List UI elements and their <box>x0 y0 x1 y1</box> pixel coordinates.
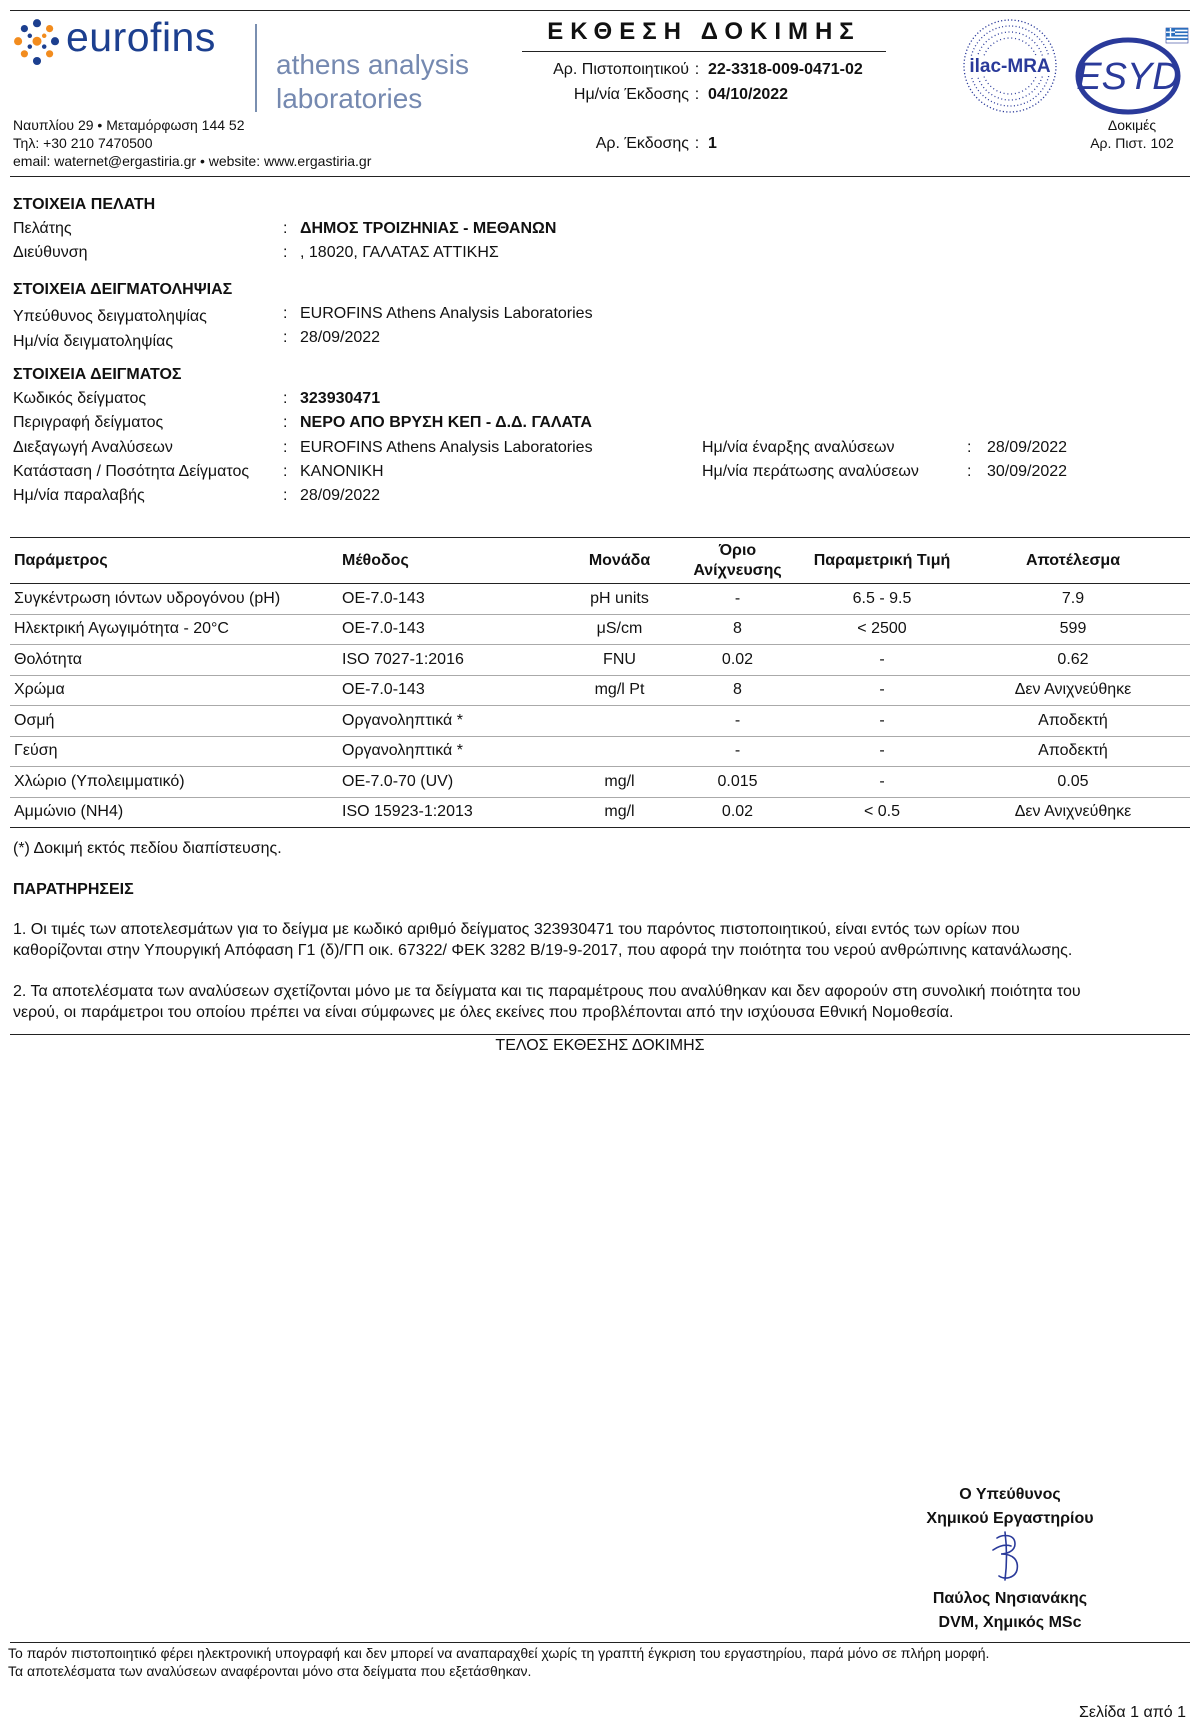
cell-result: Δεν Ανιχνεύθηκε <box>956 675 1190 706</box>
cell-unit <box>572 706 667 737</box>
cell-method: ISO 15923-1:2013 <box>340 797 572 828</box>
issue-no-label: Αρ. Έκδοσης <box>595 135 689 152</box>
cert-colon: : <box>694 61 700 78</box>
client-address-value: , 18020, ΓΑΛΑΤΑΣ ΑΤΤΙΚΗΣ <box>300 244 499 261</box>
cell-method: ISO 7027-1:2016 <box>340 645 572 676</box>
issue-date-label: Ημ/νία Έκδοσης <box>573 86 689 103</box>
eurofins-dots-logo <box>10 16 64 70</box>
cell-result: 0.05 <box>956 767 1190 798</box>
report-title: ΕΚΘΕΣΗ ΔΟΚΙΜΗΣ <box>547 18 861 45</box>
greek-flag-icon <box>1166 28 1188 43</box>
ilac-mra-logo <box>960 16 1060 116</box>
cell-parametric-value: - <box>808 736 956 767</box>
observation-2-line1: 2. Τα αποτελέσματα των αναλύσεων σχετίζονται μόνο με τα δείγματα και τις παραμέτρους που αναλύθηκαν και δεν αφορούν στη συνολική ποιότητα του <box>13 983 1081 1000</box>
sample-condition-value: ΚΑΝΟΝΙΚΗ <box>300 463 384 480</box>
sample-analysis-value: EUROFINS Athens Analysis Laboratories <box>300 439 593 456</box>
cell-method: Οργανοληπτικά * <box>340 736 572 767</box>
signatory-block <box>900 1483 1120 1531</box>
sample-analysis-label: Διεξαγωγή Αναλύσεων <box>13 439 173 456</box>
cell-parametric-value: - <box>808 706 956 737</box>
cell-detection-limit: 0.02 <box>667 645 808 676</box>
cert-value: 22-3318-009-0471-02 <box>708 61 863 78</box>
client-address-label: Διεύθυνση <box>13 244 88 261</box>
accreditation-line1: Δοκιμές <box>1107 117 1157 133</box>
cell-parametric-value: - <box>808 645 956 676</box>
issue-date-value: 04/10/2022 <box>708 86 789 103</box>
cell-unit: mg/l Pt <box>572 675 667 706</box>
lab-address-block <box>13 116 433 170</box>
header-detection-limit-line2: Ανίχνευσης <box>693 561 782 579</box>
observation-1-line1: 1. Οι τιμές των αποτελεσμάτων για το δείγμα με κωδικό αριθμό δείγματος 323930471 του παρόντος πιστοποιητικού, είναι εντός των ορίων που <box>13 921 1020 938</box>
client-name-colon: : <box>283 220 288 237</box>
cell-method: ΟΕ-7.0-143 <box>340 675 572 706</box>
cell-parameter: Χρώμα <box>10 675 340 706</box>
header-result: Αποτέλεσμα <box>956 538 1190 584</box>
observation-1-line2: καθορίζονται στην Υπουργική Απόφαση Γ1 (δ)/ΓΠ οικ. 67322/ ΦΕΚ 3282 Β/19-9-2017, που αφορά την ποιότητα του νερού ανθρώπινης κατανάλωσης. <box>13 942 1073 959</box>
header-bottom-rule <box>10 176 1190 177</box>
sampling-section-title: ΣΤΟΙΧΕΙΑ ΔΕΙΓΜΑΤΟΛΗΨΙΑΣ <box>13 281 233 298</box>
table-row <box>10 797 1190 828</box>
cell-detection-limit: 8 <box>667 675 808 706</box>
client-address-colon: : <box>283 244 288 261</box>
sample-receipt-value: 28/09/2022 <box>300 487 381 504</box>
cell-parameter: Χλώριο (Υπολειμματικό) <box>10 767 340 798</box>
sampling-responsible-colon: : <box>283 305 288 322</box>
table-row <box>10 614 1190 645</box>
sub-brand <box>276 48 516 116</box>
observation-2-line2: νερού, οι παράμετροι του οποίου πρέπει να είναι σύμφωνες με όλες εκείνες που προβλέπονται από την ισχύουσα Εθνική Νομοθεσία. <box>13 1004 954 1021</box>
cell-detection-limit: - <box>667 736 808 767</box>
sampling-date-colon: : <box>283 329 288 346</box>
observations-title: ΠΑΡΑΤΗΡΗΣΕΙΣ <box>13 881 134 898</box>
analysis-start-label: Ημ/νία έναρξης αναλύσεων <box>702 439 895 456</box>
cell-unit: mg/l <box>572 767 667 798</box>
sampling-responsible-value: EUROFINS Athens Analysis Laboratories <box>300 305 593 322</box>
issue-date-colon: : <box>694 86 700 103</box>
sampling-date-label: Ημ/νία δειγματοληψίας <box>13 333 174 350</box>
cell-unit: FNU <box>572 645 667 676</box>
sample-description-label: Περιγραφή δείγματος <box>13 414 164 431</box>
lab-address: Ναυπλίου 29 • Μεταμόρφωση 144 52 <box>13 117 245 133</box>
analysis-start-colon: : <box>967 439 972 456</box>
observation-2 <box>13 981 1183 1023</box>
signatory-line2: Χημικού Εργαστηρίου <box>926 1510 1094 1527</box>
cert-label: Αρ. Πιστοποιητικού <box>553 61 689 78</box>
table-row <box>10 584 1190 615</box>
sample-description-colon: : <box>283 414 288 431</box>
results-table <box>10 537 1190 828</box>
cell-result: 7.9 <box>956 584 1190 615</box>
signatory-line1: Ο Υπεύθυνος <box>959 1486 1061 1503</box>
legal-line1: Το παρόν πιστοποιητικό φέρει ηλεκτρονική υπογραφή και δεν μπορεί να αναπαραχθεί χωρίς τη γραπτή έγκριση του εργαστηρίου, παρά μόνο σε πλήρη μορφή. <box>8 1645 990 1661</box>
end-rule <box>10 1034 1190 1035</box>
results-table-header <box>10 538 1190 584</box>
brand-name: eurofins <box>66 14 216 60</box>
cell-result: Αποδεκτή <box>956 736 1190 767</box>
sample-receipt-colon: : <box>283 487 288 504</box>
sample-code-label: Κωδικός δείγματος <box>13 390 147 407</box>
ilac-logo-text: ilac-MRA <box>969 56 1051 77</box>
signatory-title: DVM, Χημικός MSc <box>938 1614 1082 1631</box>
cell-unit <box>572 736 667 767</box>
sample-condition-colon: : <box>283 463 288 480</box>
signatory-name: Παύλος Νησιανάκης <box>932 1590 1088 1607</box>
cell-method: Οργανοληπτικά * <box>340 706 572 737</box>
header-detection-limit <box>667 538 808 584</box>
top-rule <box>10 10 1190 11</box>
page-number: Σελίδα 1 από 1 <box>1078 1704 1186 1721</box>
sample-condition-label: Κατάσταση / Ποσότητα Δείγματος <box>13 463 250 480</box>
client-name-label: Πελάτης <box>13 220 72 237</box>
header-method: Μέθοδος <box>340 538 572 584</box>
sample-description-value: ΝΕΡΟ ΑΠΟ ΒΡΥΣΗ ΚΕΠ - Δ.Δ. ΓΑΛΑΤΑ <box>300 414 592 431</box>
cell-detection-limit: 0.015 <box>667 767 808 798</box>
end-of-report: ΤΕΛΟΣ ΕΚΘΕΣΗΣ ΔΟΚΙΜΗΣ <box>495 1037 705 1054</box>
esyd-logo <box>1074 26 1190 116</box>
cell-result: Δεν Ανιχνεύθηκε <box>956 797 1190 828</box>
header-detection-limit-line1: Όριο <box>718 541 757 559</box>
cell-parameter: Θολότητα <box>10 645 340 676</box>
cell-result: Αποδεκτή <box>956 706 1190 737</box>
cell-parameter: Γεύση <box>10 736 340 767</box>
observation-1 <box>13 919 1183 961</box>
cell-detection-limit: 8 <box>667 614 808 645</box>
client-section-title: ΣΤΟΙΧΕΙΑ ΠΕΛΑΤΗ <box>13 196 156 213</box>
cell-method: ΟΕ-7.0-143 <box>340 614 572 645</box>
cell-result: 599 <box>956 614 1190 645</box>
cell-method: ΟΕ-7.0-70 (UV) <box>340 767 572 798</box>
lab-phone: Τηλ: +30 210 7470500 <box>13 135 153 151</box>
sample-analysis-colon: : <box>283 439 288 456</box>
cell-parametric-value: - <box>808 767 956 798</box>
cell-detection-limit: - <box>667 706 808 737</box>
cell-parametric-value: 6.5 - 9.5 <box>808 584 956 615</box>
cell-detection-limit: 0.02 <box>667 797 808 828</box>
signatory-name-block <box>900 1587 1120 1635</box>
table-row <box>10 675 1190 706</box>
brand-divider <box>255 24 257 112</box>
cell-parametric-value: < 0.5 <box>808 797 956 828</box>
sample-code-value: 323930471 <box>300 390 381 407</box>
cell-result: 0.62 <box>956 645 1190 676</box>
accreditation-text <box>1075 116 1189 152</box>
report-title-underline <box>522 51 886 52</box>
issue-no-value: 1 <box>708 135 717 152</box>
cell-parameter: Συγκέντρωση ιόντων υδρογόνου (pH) <box>10 584 340 615</box>
sample-code-colon: : <box>283 390 288 407</box>
cell-detection-limit: - <box>667 584 808 615</box>
analysis-start-value: 28/09/2022 <box>987 439 1068 456</box>
client-name-value: ΔΗΜΟΣ ΤΡΟΙΖΗΝΙΑΣ - ΜΕΘΑΝΩΝ <box>300 220 557 237</box>
sub-brand-line1: athens analysis <box>276 49 470 80</box>
table-row <box>10 767 1190 798</box>
lab-contact: email: waternet@ergastiria.gr • website: www.ergastiria.gr <box>13 153 372 169</box>
sampling-date-value: 28/09/2022 <box>300 329 381 346</box>
footer-rule <box>10 1642 1190 1643</box>
header-unit: Μονάδα <box>572 538 667 584</box>
cell-parameter: Αμμώνιο (NH4) <box>10 797 340 828</box>
sampling-responsible-label: Υπεύθυνος δειγματοληψίας <box>13 308 207 325</box>
cell-parameter: Οσμή <box>10 706 340 737</box>
cell-unit: pH units <box>572 584 667 615</box>
sub-brand-line2: laboratories <box>276 83 423 114</box>
cell-method: ΟΕ-7.0-143 <box>340 584 572 615</box>
cell-parametric-value: < 2500 <box>808 614 956 645</box>
cell-parametric-value: - <box>808 675 956 706</box>
header-parameter: Παράμετρος <box>10 538 340 584</box>
esyd-logo-text: ESYD <box>1076 56 1180 98</box>
accreditation-footnote: (*) Δοκιμή εκτός πεδίου διαπίστευσης. <box>13 840 282 857</box>
issue-no-colon: : <box>694 135 700 152</box>
accreditation-line2: Αρ. Πιστ. 102 <box>1090 135 1174 151</box>
table-row <box>10 736 1190 767</box>
cell-unit: mg/l <box>572 797 667 828</box>
sample-section-title: ΣΤΟΙΧΕΙΑ ΔΕΙΓΜΑΤΟΣ <box>13 366 182 383</box>
signature-mark <box>985 1528 1035 1584</box>
legal-line2: Τα αποτελέσματα των αναλύσεων αναφέρονται μόνο στα δείγματα που εξετάσθηκαν. <box>8 1663 532 1679</box>
analysis-end-label: Ημ/νία περάτωσης αναλύσεων <box>702 463 919 480</box>
analysis-end-value: 30/09/2022 <box>987 463 1068 480</box>
table-row <box>10 706 1190 737</box>
table-row <box>10 645 1190 676</box>
cell-parameter: Ηλεκτρική Αγωγιμότητα - 20°C <box>10 614 340 645</box>
sample-receipt-label: Ημ/νία παραλαβής <box>13 487 145 504</box>
cell-unit: μS/cm <box>572 614 667 645</box>
analysis-end-colon: : <box>967 463 972 480</box>
header-parametric-value: Παραμετρική Τιμή <box>808 538 956 584</box>
